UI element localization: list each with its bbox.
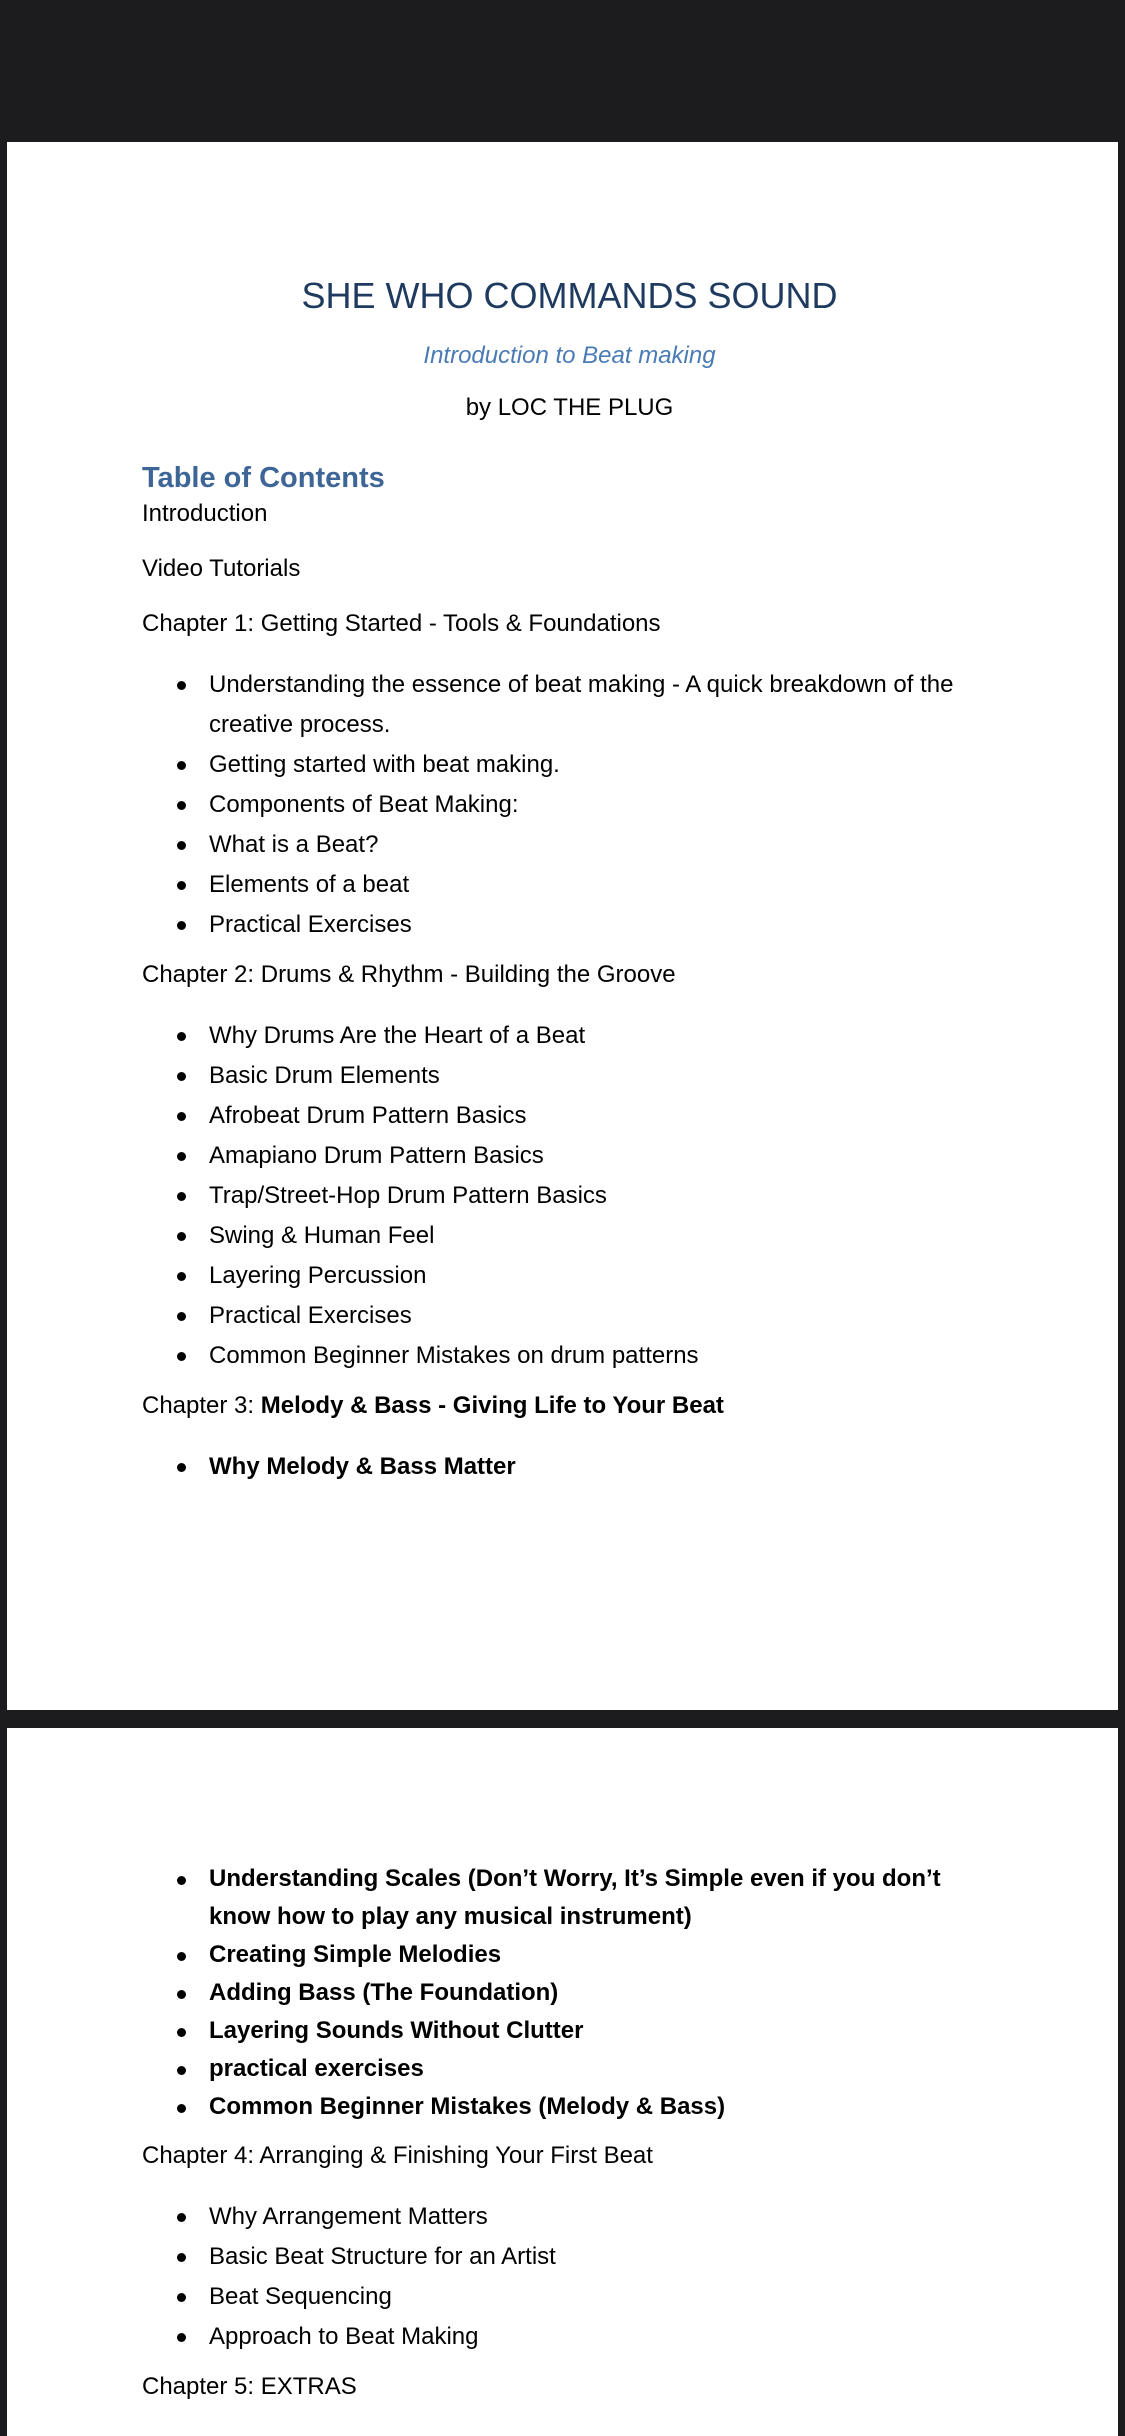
list-item[interactable]: practical exercises (209, 2050, 982, 2088)
toc-entry-introduction[interactable]: Introduction (142, 500, 268, 527)
toc-entry-chapter-1[interactable]: Chapter 1: Getting Started - Tools & Foundations (142, 610, 661, 637)
chapter-3-title: Melody & Bass - Giving Life to Your Beat (260, 1392, 724, 1419)
document-page-1 (7, 142, 1118, 1710)
list-item[interactable]: Swing & Human Feel (209, 1216, 982, 1256)
list-item[interactable]: Basic Beat Structure for an Artist (209, 2237, 982, 2277)
toc-entry-chapter-2[interactable]: Chapter 2: Drums & Rhythm - Building the Groove (142, 961, 676, 988)
document-page-2 (7, 1728, 1118, 2436)
list-item[interactable]: Understanding the essence of beat making - A quick breakdown of the creative process. (209, 665, 982, 745)
list-item[interactable]: Practical Exercises (209, 1296, 982, 1336)
toc-entry-chapter-3[interactable] (142, 1390, 982, 1422)
list-item[interactable]: Beat Sequencing (209, 2277, 982, 2317)
document-author: by LOC THE PLUG (465, 394, 674, 421)
toc-entry-chapter-4[interactable]: Chapter 4: Arranging & Finishing Your First Beat (142, 2142, 653, 2169)
list-item[interactable]: Amapiano Drum Pattern Basics (209, 1136, 982, 1176)
toc-entry-video-tutorials[interactable]: Video Tutorials (142, 555, 301, 582)
toc-entry-chapter-5[interactable]: Chapter 5: EXTRAS (142, 2373, 357, 2400)
list-item[interactable]: Adding Bass (The Foundation) (209, 1974, 982, 2012)
chapter-3-list-page-2 (142, 1860, 982, 2126)
list-item[interactable]: Elements of a beat (209, 865, 982, 905)
chapter-1-list (142, 665, 982, 945)
list-item[interactable]: Practical Exercises (209, 905, 982, 945)
list-item[interactable]: Approach to Beat Making (209, 2317, 982, 2357)
list-item[interactable]: Afrobeat Drum Pattern Basics (209, 1096, 982, 1136)
page-1-content (142, 272, 982, 1487)
page-2-content (142, 1860, 982, 2403)
list-item[interactable]: Common Beginner Mistakes (Melody & Bass) (209, 2088, 982, 2126)
list-item[interactable]: Understanding Scales (Don’t Worry, It’s Simple even if you don’t know how to play any musical instrument) (209, 1860, 982, 1936)
chapter-4-list (142, 2197, 982, 2357)
list-item[interactable]: Common Beginner Mistakes on drum patterns (209, 1336, 982, 1376)
list-item[interactable]: Layering Percussion (209, 1256, 982, 1296)
list-item[interactable]: Why Drums Are the Heart of a Beat (209, 1016, 982, 1056)
document-subtitle: Introduction to Beat making (423, 342, 716, 369)
list-item[interactable]: Trap/Street-Hop Drum Pattern Basics (209, 1176, 982, 1216)
document-title: SHE WHO COMMANDS SOUND (301, 275, 838, 316)
chapter-2-list (142, 1016, 982, 1376)
list-item[interactable]: What is a Beat? (209, 825, 982, 865)
list-item[interactable]: Why Melody & Bass Matter (209, 1447, 982, 1487)
list-item[interactable]: Why Arrangement Matters (209, 2197, 982, 2237)
list-item[interactable]: Getting started with beat making. (209, 745, 982, 785)
chapter-3-list-page-1 (142, 1447, 982, 1487)
toc-heading: Table of Contents (142, 462, 385, 494)
list-item[interactable]: Basic Drum Elements (209, 1056, 982, 1096)
chapter-3-prefix: Chapter 3: (142, 1392, 261, 1419)
list-item[interactable]: Layering Sounds Without Clutter (209, 2012, 982, 2050)
list-item[interactable]: Components of Beat Making: (209, 785, 982, 825)
list-item[interactable]: Creating Simple Melodies (209, 1936, 982, 1974)
